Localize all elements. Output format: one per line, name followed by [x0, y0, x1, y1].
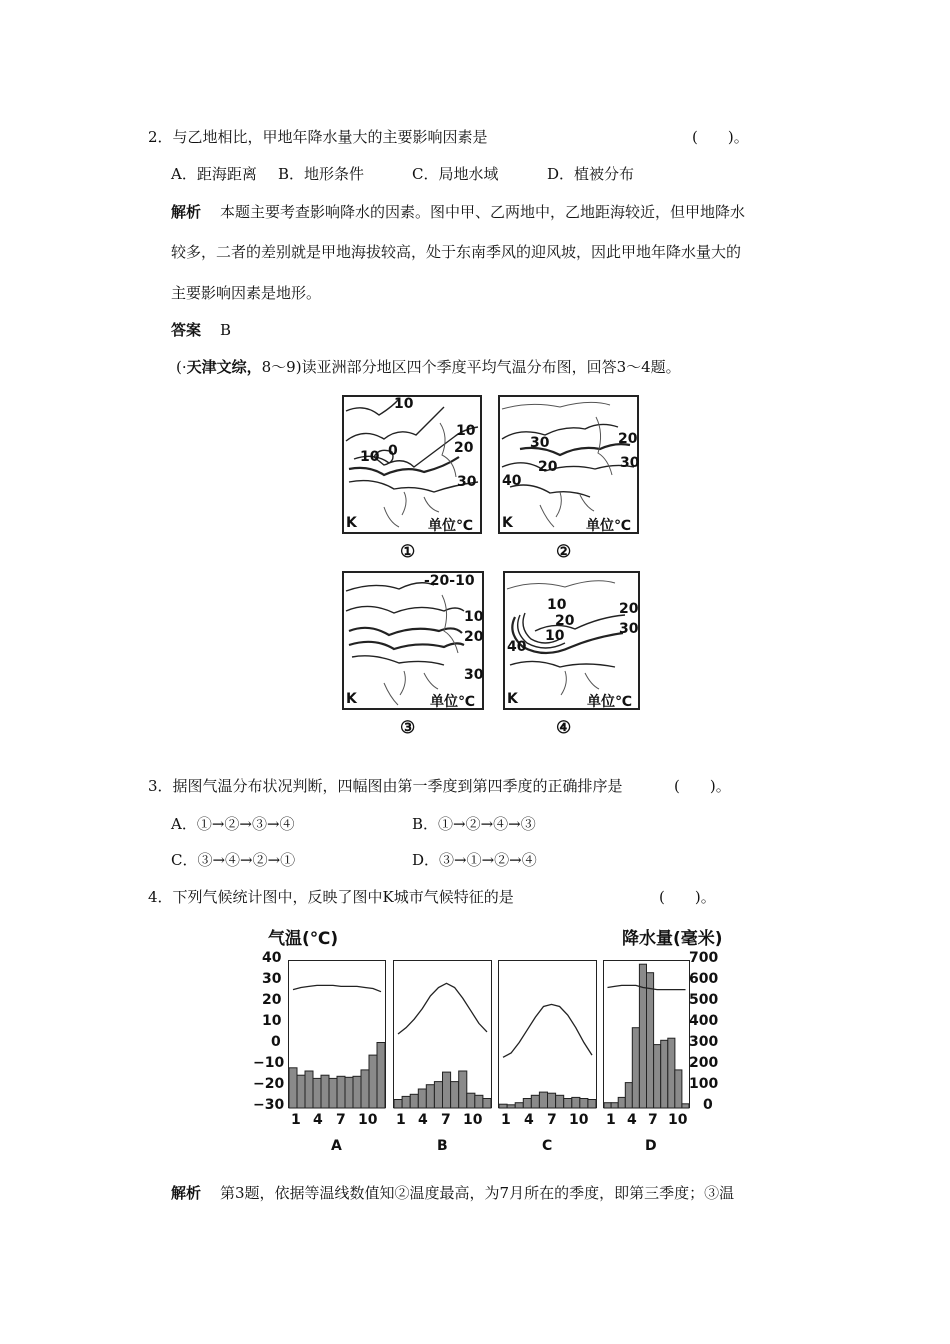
map-1-label-6: 30 [457, 474, 477, 490]
x-tick-a-10: 10 [358, 1112, 378, 1128]
map-1-unit: 单位℃ [428, 518, 473, 534]
q2-analysis-line-2: 较多，二者的差别就是甲地海拔较高，处于东南季风的迎风坡，因此甲地年降水量大的 [171, 243, 742, 261]
q2-analysis-label: 解析 [171, 203, 202, 221]
right-tick-0: 0 [703, 1097, 713, 1113]
q3-option-d: D．③→①→②→④ [412, 851, 537, 869]
x-tick-a-7: 7 [336, 1112, 346, 1128]
map-3-label-3: 20 [464, 629, 484, 645]
map-2-unit: 单位℃ [586, 518, 631, 534]
right-tick-100: 100 [689, 1076, 719, 1092]
right-tick-500: 500 [689, 992, 719, 1008]
x-tick-d-7: 7 [648, 1112, 658, 1128]
map-2-label-5: 40 [502, 473, 522, 489]
q2-analysis-line-1: 本题主要考查影响降水的因素。图中甲、乙两地中，乙地距海较近，但甲地降水 [220, 203, 746, 221]
x-tick-d-1: 1 [606, 1112, 616, 1128]
q2-option-d: D．植被分布 [547, 165, 635, 183]
final-analysis-label: 解析 [171, 1184, 202, 1202]
intro-source: 天津文综， [186, 358, 262, 376]
q2-stem: 2．与乙地相比，甲地年降水量大的主要影响因素是 [148, 128, 488, 146]
map-1-k: K [346, 515, 357, 531]
q2-option-c: C．局地水域 [412, 165, 499, 183]
x-tick-c-4: 4 [524, 1112, 534, 1128]
intro-prefix: (· [176, 358, 187, 376]
intro-rest: 8～9)读亚洲部分地区四个季度平均气温分布图，回答3～4题。 [261, 358, 681, 376]
left-tick-minus10: −10 [253, 1055, 285, 1071]
chart-panel-c [498, 960, 597, 1108]
chart-panel-a [288, 960, 386, 1108]
x-tick-b-1: 1 [396, 1112, 406, 1128]
right-tick-200: 200 [689, 1055, 719, 1071]
map-1-label-5: 0 [388, 443, 398, 459]
map-4-label-4: 20 [619, 601, 639, 617]
x-tick-d-10: 10 [668, 1112, 688, 1128]
temperature-map-1 [342, 395, 482, 534]
right-axis-title: 降水量(毫米) [622, 929, 723, 949]
q2-paren: ( )。 [692, 128, 749, 146]
map-4-caption: ④ [556, 718, 572, 738]
map-4-label-5: 30 [619, 621, 639, 637]
left-axis-title: 气温(℃) [268, 929, 339, 949]
panel-label-c: C [542, 1138, 553, 1154]
q2-analysis-line-3: 主要影响因素是地形。 [171, 284, 322, 302]
map-4-label-3: 10 [545, 628, 565, 644]
right-tick-300: 300 [689, 1034, 719, 1050]
temperature-map-3 [342, 571, 484, 710]
map-2-label-1: 30 [530, 435, 550, 451]
map-2-caption: ② [556, 542, 572, 562]
panel-label-b: B [437, 1138, 448, 1154]
right-tick-700: 700 [689, 950, 719, 966]
map-2-label-4: 30 [620, 455, 640, 471]
panel-label-d: D [645, 1138, 657, 1154]
left-tick-10: 10 [262, 1013, 282, 1029]
x-tick-c-1: 1 [501, 1112, 511, 1128]
right-tick-600: 600 [689, 971, 719, 987]
x-tick-b-10: 10 [463, 1112, 483, 1128]
map-4-label-1: 10 [547, 597, 567, 613]
map-4-label-6: 40 [507, 639, 527, 655]
chart-panel-d [603, 960, 690, 1108]
x-tick-b-7: 7 [441, 1112, 451, 1128]
x-tick-a-4: 4 [313, 1112, 323, 1128]
map-3-unit: 单位℃ [430, 694, 475, 710]
q3-paren: ( )。 [674, 777, 731, 795]
x-tick-c-10: 10 [569, 1112, 589, 1128]
map-4-unit: 单位℃ [587, 694, 632, 710]
map-3-caption: ③ [400, 718, 416, 738]
panel-label-a: A [331, 1138, 342, 1154]
left-tick-minus30: −30 [253, 1097, 285, 1113]
map-3-label-4: 30 [464, 667, 484, 683]
q2-option-b: B．地形条件 [278, 165, 365, 183]
q2-answer: B [220, 321, 232, 339]
left-tick-40: 40 [262, 950, 282, 966]
x-tick-d-4: 4 [627, 1112, 637, 1128]
map-2-k: K [502, 515, 513, 531]
q2-answer-label: 答案 [171, 321, 202, 339]
q3-option-c: C．③→④→②→① [171, 851, 296, 869]
right-tick-400: 400 [689, 1013, 719, 1029]
q3-option-b: B．①→②→④→③ [412, 815, 536, 833]
map-1-label-3: 20 [454, 440, 474, 456]
q4-paren: ( )。 [659, 888, 716, 906]
final-analysis-text: 第3题，依据等温线数值知②温度最高，为7月所在的季度，即第三季度；③温 [220, 1184, 735, 1202]
map-3-contours [344, 573, 482, 708]
x-tick-b-4: 4 [418, 1112, 428, 1128]
q3-option-a: A．①→②→③→④ [171, 815, 295, 833]
left-tick-30: 30 [262, 971, 282, 987]
map-1-label-4: 10 [360, 449, 380, 465]
map-2-contours [500, 397, 640, 532]
q3-stem: 3．据图气温分布状况判断，四幅图由第一季度到第四季度的正确排序是 [148, 777, 623, 795]
map-3-label-1: -20-10 [424, 573, 475, 589]
left-tick-minus20: −20 [253, 1076, 285, 1092]
map-4-label-2: 20 [555, 613, 575, 629]
map-2-label-2: 20 [538, 459, 558, 475]
left-tick-0: 0 [271, 1034, 281, 1050]
map-3-k: K [346, 691, 357, 707]
temperature-map-2 [498, 395, 639, 534]
q4-stem: 4．下列气候统计图中，反映了图中K城市气候特征的是 [148, 888, 514, 906]
map-1-label-2: 10 [456, 423, 476, 439]
map-4-k: K [507, 691, 518, 707]
x-tick-c-7: 7 [547, 1112, 557, 1128]
map-3-label-2: 10 [464, 609, 484, 625]
chart-panel-b [393, 960, 492, 1108]
map-1-label-1: 10 [394, 396, 414, 412]
left-tick-20: 20 [262, 992, 282, 1008]
q2-option-a: A．距海距离 [171, 165, 257, 183]
x-tick-a-1: 1 [291, 1112, 301, 1128]
intro-line [176, 357, 681, 377]
map-2-label-3: 20 [618, 431, 638, 447]
temperature-map-4 [503, 571, 640, 710]
map-1-caption: ① [400, 542, 416, 562]
